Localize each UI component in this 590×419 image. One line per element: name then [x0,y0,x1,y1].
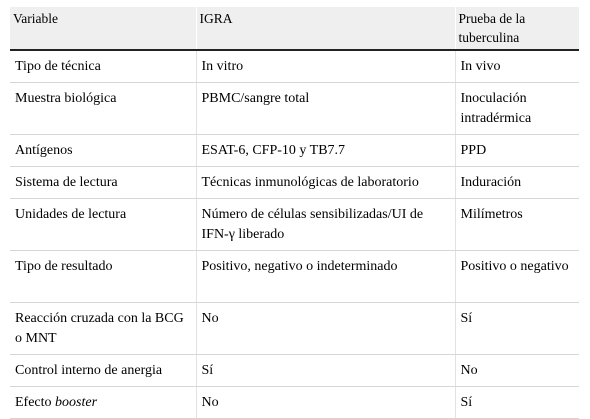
header-variable: Variable [10,7,196,50]
cell-variable [10,387,196,419]
header-row [10,7,579,50]
table-row [10,83,579,135]
cell-variable: Antígenos [10,135,196,167]
cell-igra: PBMC/sangre total [196,83,455,135]
cell-tuberculina: In vivo [455,50,579,83]
cell-igra: No [196,387,455,419]
cell-tuberculina: Sí [455,303,579,355]
cell-variable: Tipo de resultado [10,251,196,303]
table-row [10,135,579,167]
booster-prefix: Efecto [15,395,52,410]
cell-tuberculina: Sí [455,387,579,419]
cell-igra: Técnicas inmunológicas de laboratorio [196,167,455,199]
cell-variable: Control interno de anergia [10,355,196,387]
header-tuberculina: Prueba de la tuberculina [455,7,579,50]
table-row [10,50,579,83]
cell-igra: Sí [196,355,455,387]
cell-tuberculina: PPD [455,135,579,167]
igra-vs-tuberculin-table [10,7,579,419]
cell-tuberculina: Induración [455,167,579,199]
table-row [10,387,579,419]
cell-igra: Positivo, negativo o indeterminado [196,251,455,303]
table-header [10,7,579,50]
table-row [10,167,579,199]
table-body [10,50,579,419]
cell-tuberculina: Milímetros [455,199,579,251]
cell-tuberculina: Positivo o negativo [455,251,579,303]
cell-igra: Número de células sensibilizadas/UI de IFN-γ liberado [196,199,455,251]
cell-tuberculina: Inoculación intradérmica [455,83,579,135]
cell-igra: No [196,303,455,355]
cell-variable: Tipo de técnica [10,50,196,83]
header-igra: IGRA [196,7,455,50]
cell-igra: In vitro [196,50,455,83]
cell-variable: Reacción cruzada con la BCG o MNT [10,303,196,355]
table-row [10,199,579,251]
cell-variable: Sistema de lectura [10,167,196,199]
cell-variable: Muestra biológica [10,83,196,135]
cell-tuberculina: No [455,355,579,387]
table-row [10,303,579,355]
cell-variable: Unidades de lectura [10,199,196,251]
cell-igra: ESAT-6, CFP-10 y TB7.7 [196,135,455,167]
table-row [10,251,579,303]
comparison-table-container [10,7,579,419]
table-row [10,355,579,387]
booster-emphasis: booster [55,395,98,410]
